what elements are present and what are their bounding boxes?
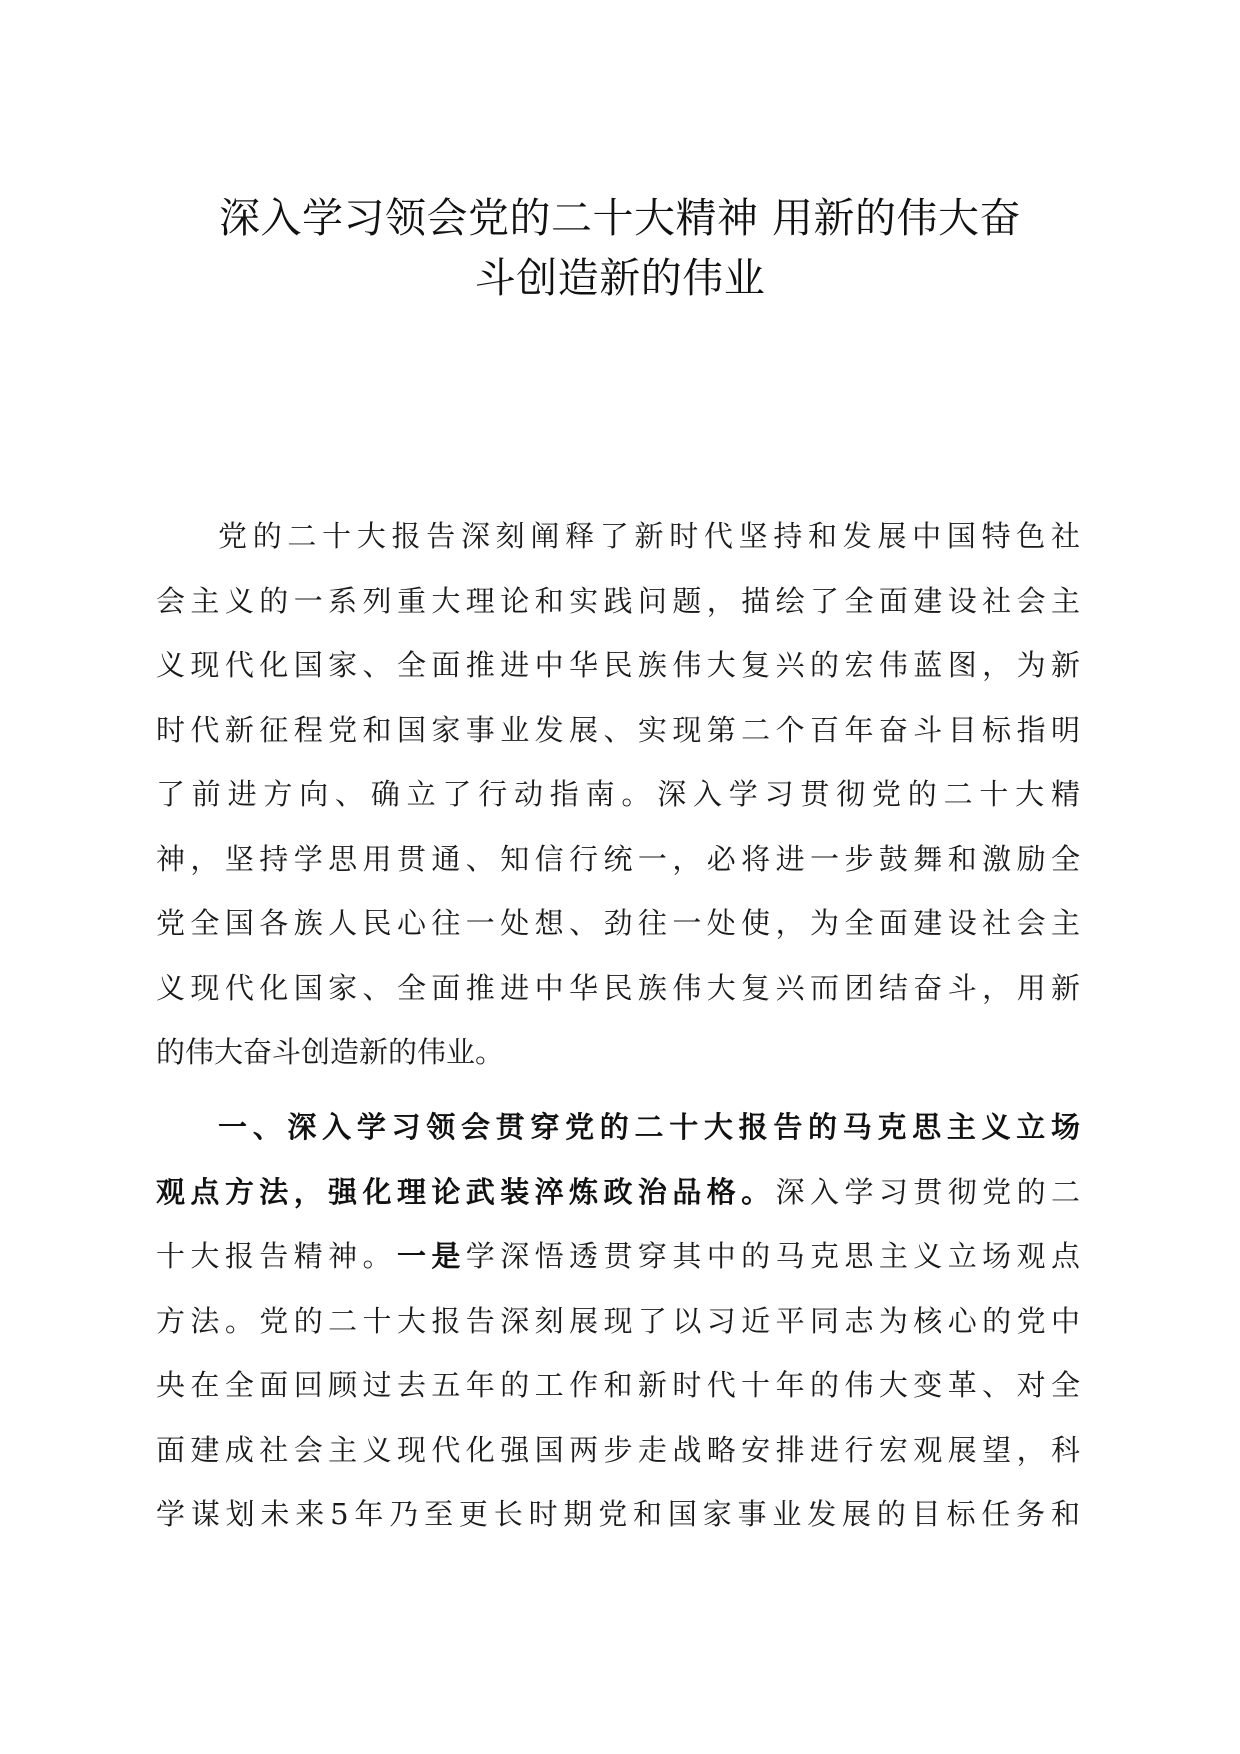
- text-line: 党全国各族人民心往一处想、劲往一处使，为全面建设社会主: [156, 906, 1080, 940]
- text-line: 义现代化国家、全面推进中华民族伟大复兴而团结奋斗，用新: [156, 970, 1080, 1005]
- text-line: 了前进方向、确立了行动指南。深入学习贯彻党的二十大精: [156, 777, 1080, 811]
- document-title: [150, 188, 1090, 308]
- text-line: 神，坚持学思用贯通、知信行统一，必将进一步鼓舞和激励全: [156, 841, 1080, 876]
- text-span: 学深悟透贯穿其中的马克思主义立场观点: [465, 1239, 1080, 1273]
- text-line: 面建成社会主义现代化强国两步走战略安排进行宏观展望，科: [156, 1432, 1080, 1467]
- text-line: [156, 1160, 1080, 1225]
- text-line: 的伟大奋斗创造新的伟业。: [156, 1035, 505, 1069]
- text-line: 学谋划未来5年乃至更长时期党和国家事业发展的目标任务和: [156, 1497, 1080, 1531]
- text-span: 深入学习贯彻党的二: [775, 1174, 1080, 1209]
- text-line: 时代新征程党和国家事业发展、实现第二个百年奋斗目标指明: [156, 712, 1080, 747]
- paragraph-section-one: [156, 1095, 1080, 1547]
- text-line: 会主义的一系列重大理论和实践问题，描绘了全面建设社会主: [156, 583, 1080, 618]
- title-line-2: 斗创造新的伟业: [474, 254, 766, 302]
- text-line: 义现代化国家、全面推进中华民族伟大复兴的宏伟蓝图，为新: [156, 648, 1080, 682]
- section-heading-line: 一、深入学习领会贯穿党的二十大报告的马克思主义立场: [218, 1110, 1080, 1144]
- text-span: 十大报告精神。: [156, 1239, 397, 1273]
- title-line-1: 深入学习领会党的二十大精神 用新的伟大奋: [218, 194, 1022, 242]
- text-line: [156, 1224, 1080, 1289]
- paragraph-intro: [156, 504, 1080, 1085]
- text-line: 方法。党的二十大报告深刻展现了以习近平同志为核心的党中: [156, 1303, 1080, 1338]
- section-heading-tail: 观点方法，强化理论武装淬炼政治品格。: [156, 1174, 776, 1209]
- text-line: 党的二十大报告深刻阐释了新时代坚持和发展中国特色社: [218, 519, 1080, 553]
- point-marker: 一是: [396, 1239, 466, 1273]
- text-line: 央在全面回顾过去五年的工作和新时代十年的伟大变革、对全: [156, 1368, 1080, 1402]
